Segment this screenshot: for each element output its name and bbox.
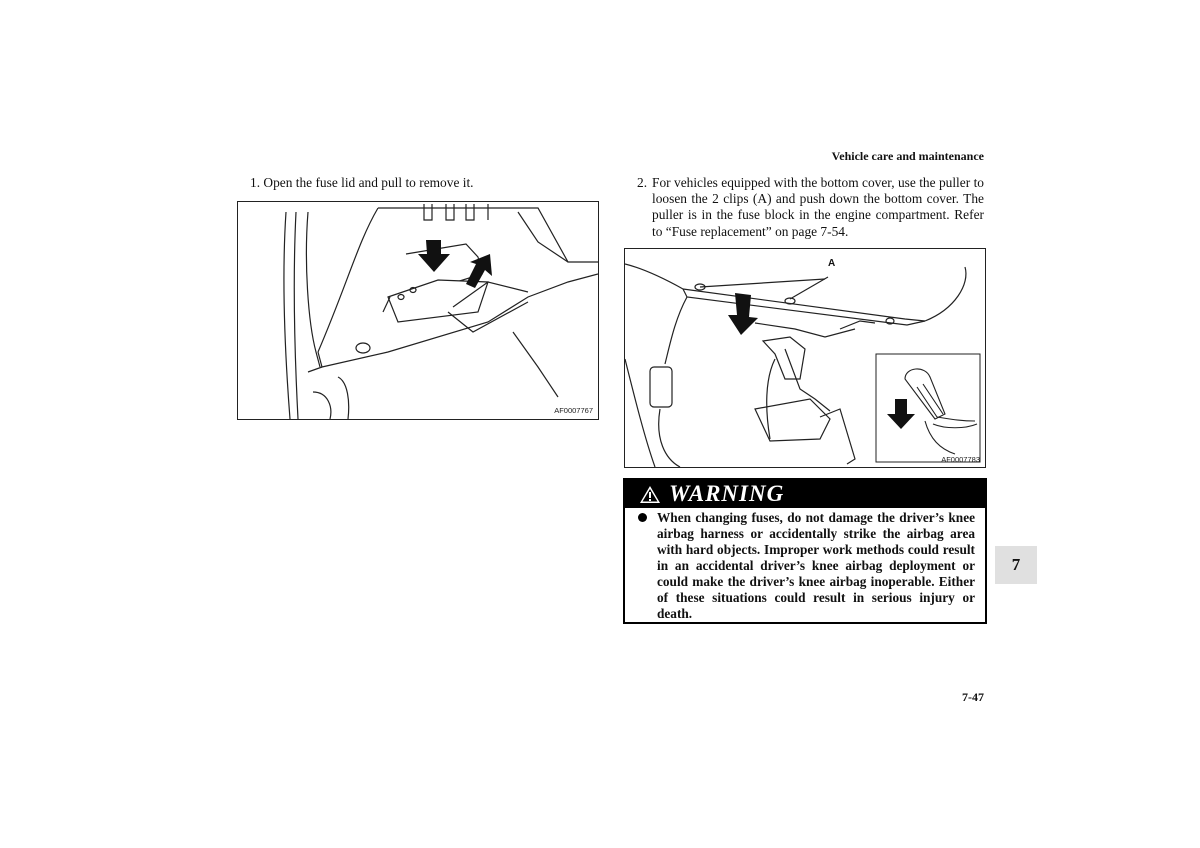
push-arrow-icon (418, 240, 450, 272)
warning-item (625, 508, 985, 622)
page-number: 7-47 (962, 690, 984, 704)
section-title: Vehicle care and maintenance (831, 149, 984, 163)
warning-text: When changing fuses, do not damage the driver’s knee airbag harness or accidentally strike the airbag area with hard objects. Improper work methods could result in an accidental driver’s knee airbag deployment or could make the driver’s knee airbag inoperable. Either of these situations could result in serious injury or death. (657, 510, 975, 621)
step-1 (250, 175, 590, 191)
figure-code: AF0007783 (941, 455, 980, 464)
push-down-arrow-icon (728, 293, 758, 335)
step-2 (637, 175, 984, 240)
warning-triangle-icon (639, 485, 661, 504)
step-1-text: Open the fuse lid and pull to remove it. (263, 175, 474, 190)
figure-bottom-cover (624, 248, 986, 468)
warning-title: WARNING (669, 481, 785, 506)
fuse-lid-illustration (238, 202, 598, 419)
warning-box (623, 478, 987, 624)
clip-callout-label: A (828, 258, 836, 269)
step-2-text: For vehicles equipped with the bottom cover, use the puller to loosen the 2 clips (A) and push down the bottom cover. The puller is in the fuse block in the engine compartment. Refer to “Fuse replacement” on page 7-54. (652, 175, 984, 239)
bullet-icon (638, 513, 647, 522)
figure-fuse-lid (237, 201, 599, 420)
bottom-cover-illustration (625, 249, 985, 467)
warning-header (625, 480, 985, 508)
figure-code: AF0007767 (554, 406, 593, 415)
step-1-number: 1. (250, 175, 261, 190)
chapter-tab: 7 (995, 546, 1037, 584)
step-2-number: 2. (637, 175, 648, 190)
